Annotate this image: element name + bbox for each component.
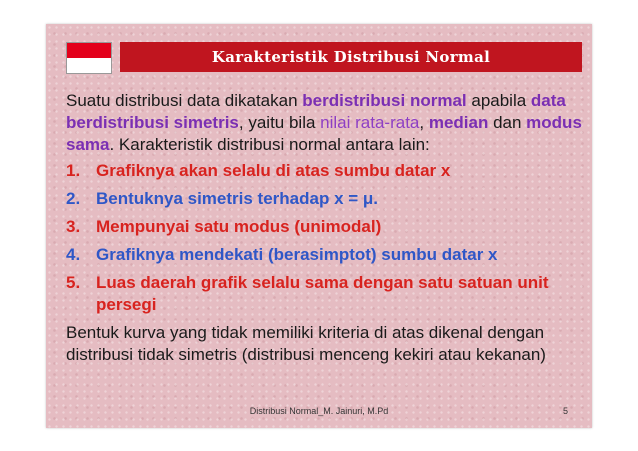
list-item	[66, 188, 586, 210]
list-text: Grafiknya akan selalu di atas sumbu datar x	[96, 161, 451, 180]
highlight-rata-rata: nilai rata-rata	[320, 113, 420, 132]
footer-author: Distribusi Normal_M. Jainuri, M.Pd	[249, 406, 389, 416]
list-item	[66, 216, 586, 238]
intro-text: , yaitu bila	[238, 113, 321, 132]
list-number: 4.	[66, 245, 81, 264]
intro-text: . Karakteristik distribusi normal antara lain:	[109, 135, 430, 154]
intro-text: apabila	[466, 91, 531, 110]
intro-paragraph	[66, 90, 586, 156]
indonesia-flag-icon	[66, 42, 112, 74]
list-text: Mempunyai satu modus (unimodal)	[96, 217, 382, 236]
intro-text: Suatu distribusi data dikatakan	[66, 91, 303, 110]
list-number: 2.	[66, 189, 81, 208]
slide-content	[66, 90, 586, 366]
closing-paragraph: Bentuk kurva yang tidak memiliki kriteria di atas dikenal dengan distribusi tidak simetris (distribusi menceng kekiri atau kekanan)	[66, 323, 546, 364]
highlight-modus-sama: modus sama	[66, 113, 582, 154]
list-text: Luas daerah grafik selalu sama dengan satu satuan unit persegi	[96, 273, 549, 314]
list-item	[66, 160, 586, 182]
list-number: 3.	[66, 217, 81, 236]
list-text: Bentuknya simetris terhadap x = μ.	[96, 189, 379, 208]
list-text: Grafiknya mendekati (berasimptot) sumbu datar x	[96, 245, 498, 264]
slide-title: Karakteristik Distribusi Normal	[211, 48, 491, 66]
intro-text: ,	[419, 113, 429, 132]
list-number: 5.	[66, 273, 81, 292]
list-number: 1.	[66, 161, 81, 180]
slide-footer	[46, 406, 592, 422]
highlight-data-simetris: data berdistribusi simetris	[66, 91, 566, 132]
list-item	[66, 244, 586, 266]
highlight-median: median	[428, 113, 489, 132]
page-number: 5	[562, 406, 568, 416]
highlight-berdistribusi-normal: berdistribusi normal	[302, 91, 467, 110]
title-bar	[120, 42, 582, 72]
list-item	[66, 272, 586, 316]
characteristics-list	[66, 160, 586, 316]
intro-text: dan	[488, 113, 527, 132]
